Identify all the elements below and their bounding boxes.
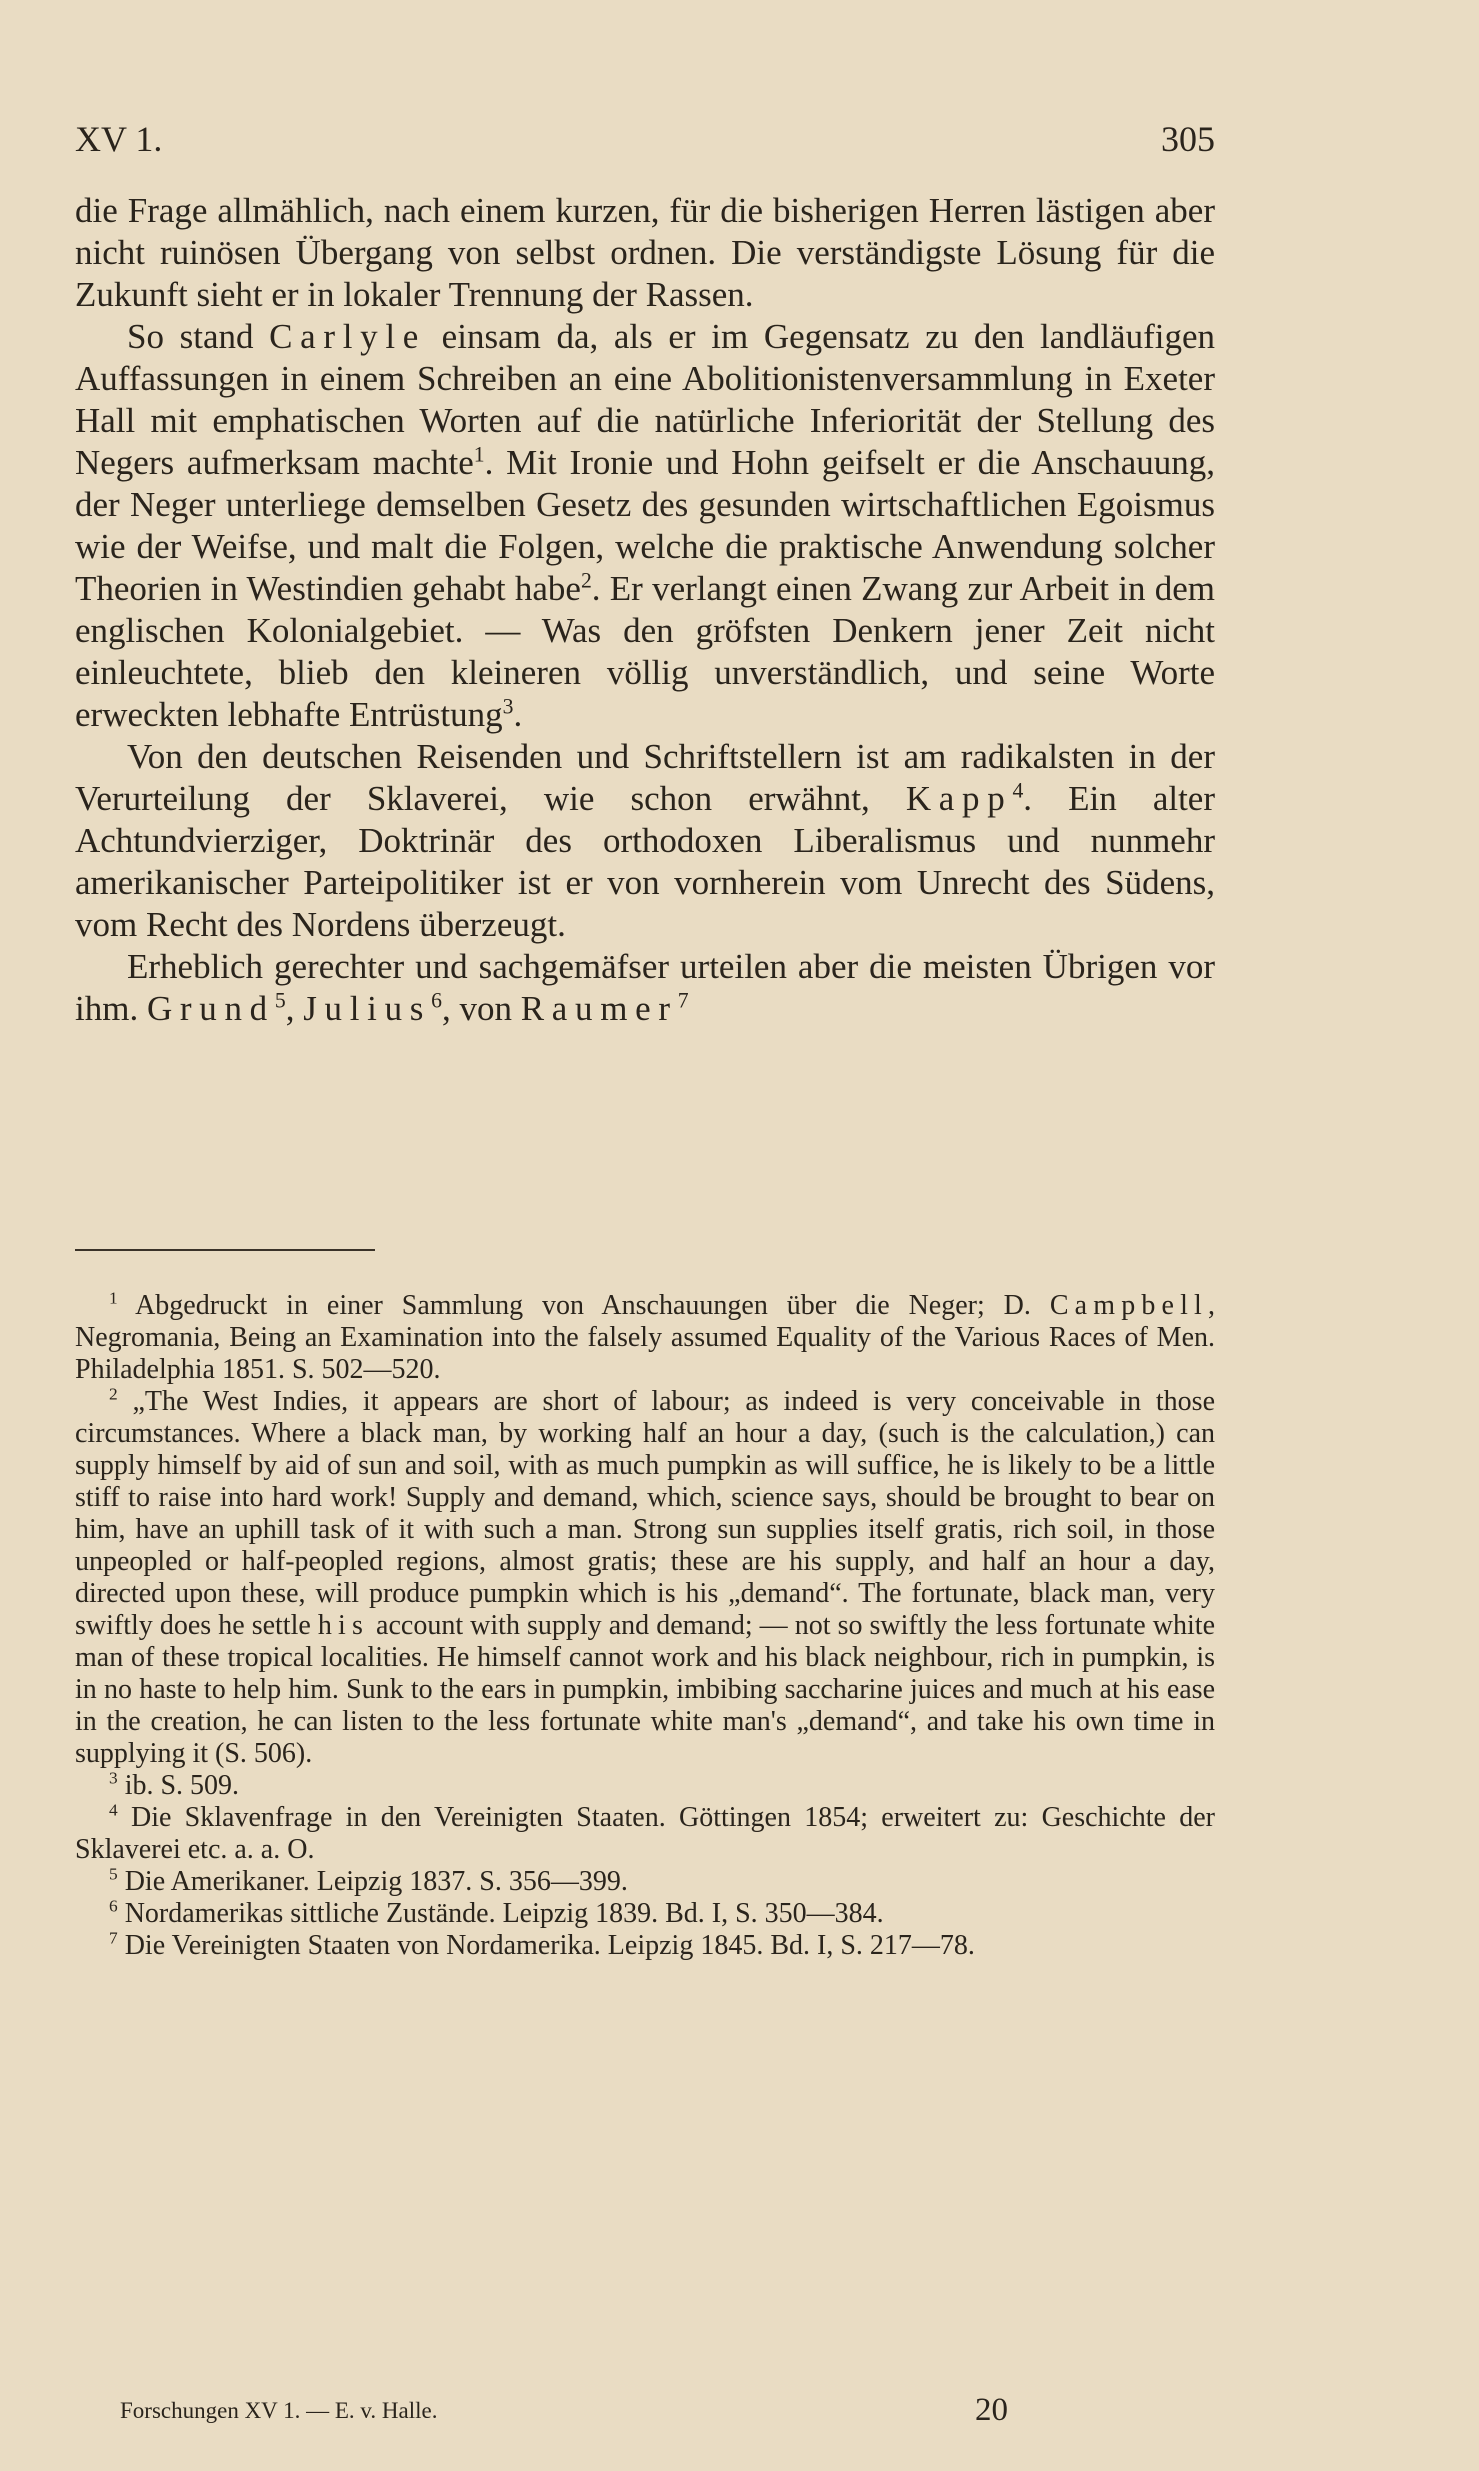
- footnote-mark: 5: [109, 1864, 118, 1884]
- text-run: ,: [285, 989, 304, 1028]
- footnote-ref-3: 3: [502, 694, 514, 719]
- text-run: So stand: [127, 317, 270, 356]
- footnote-ref-7: 7: [677, 988, 689, 1013]
- text-run: . Er verlangt einen Zwang zur Arbeit in dem englischen Kolonialgebiet. — Was den gröfsten Denkern jener Zeit nicht einleuchtete, blieb den kleineren völlig unverständlich, und seine Worte erweckten lebhafte Entrüstung: [75, 569, 1215, 734]
- spaced-name-kapp: Kapp: [905, 779, 1013, 818]
- paragraph-4: [75, 946, 1215, 1030]
- running-header: [75, 118, 1215, 164]
- footnote-divider: [75, 1249, 375, 1251]
- footnote-1: [75, 1290, 1215, 1386]
- spaced-name-carlyle: Carlyle: [269, 317, 427, 356]
- text-run: Nordamerikas sittliche Zustände. Leipzig 1839. Bd. I, S. 350—384.: [117, 1898, 884, 1929]
- footnote-mark: 6: [109, 1896, 118, 1916]
- spaced-word-his: his: [317, 1610, 369, 1641]
- footnote-ref-4: 4: [1012, 778, 1024, 803]
- text-run: Erheblich gerechter und sachgemäfser urteilen aber die meisten Übrigen vor ihm.: [75, 947, 1215, 1028]
- footnote-5: [75, 1866, 1215, 1898]
- text-run: account with supply and demand; — not so swiftly the less fortunate white man of these tropical localities. He himself cannot work and his black neighbour, rich in pumpkin, is in no haste to help him. Sunk to the ears in pumpkin, imbibing saccharine juices and much at his ease in the creation, he can listen to the less fortunate white man's „demand“, and take his own time in supplying it (S. 506).: [75, 1610, 1215, 1769]
- text-run: , von: [441, 989, 521, 1028]
- spaced-name-grund: Grund: [146, 989, 275, 1028]
- printer-signature: Forschungen XV 1. — E. v. Halle.: [120, 2398, 438, 2423]
- footnote-mark: 4: [109, 1800, 118, 1820]
- footnote-ref-2: 2: [580, 568, 592, 593]
- paragraph-2: [75, 316, 1215, 736]
- sheet-number: 20: [975, 2392, 1008, 2428]
- footnote-2: [75, 1386, 1215, 1770]
- text-run: Von den deutschen Reisenden und Schriftstellern ist am radikalsten in der Verurteilung der Sklaverei, wie schon erwähnt,: [75, 737, 1215, 818]
- paragraph-1: die Frage allmählich, nach einem kurzen, für die bisherigen Herren lästigen aber nicht ruinösen Übergang von selbst ordnen. Die verständigste Lösung für die Zukunft sieht er in lokaler Trennung der Rassen.: [75, 191, 1215, 314]
- spaced-name-raumer: Raumer: [520, 989, 678, 1028]
- text-run: . Ein alter Achtundvierziger, Doktrinär des orthodoxen Liberalismus und nunmehr amerikanischer Parteipolitiker ist er von vornherein vom Unrecht des Südens, vom Recht des Nordens überzeugt.: [75, 779, 1215, 944]
- footnote-mark: 1: [109, 1288, 118, 1308]
- footnote-ref-6: 6: [431, 988, 442, 1013]
- footnote-4: [75, 1802, 1215, 1866]
- text-run: Die Amerikaner. Leipzig 1837. S. 356—399.: [117, 1866, 628, 1897]
- paragraph-3: [75, 736, 1215, 946]
- text-run: , Negromania, Being an Examination into the falsely assumed Equality of the Various Races of Men. Philadelphia 1851. S. 502—520.: [75, 1290, 1215, 1385]
- text-run: Abgedruckt in einer Sammlung von Anschauungen über die Neger; D.: [117, 1290, 1050, 1321]
- footnote-ref-5: 5: [274, 988, 286, 1013]
- footnote-ref-1: 1: [473, 442, 485, 467]
- page-number: 305: [1161, 119, 1215, 159]
- text-run: Die Sklavenfrage in den Vereinigten Staaten. Göttingen 1854; erweitert zu: Geschichte der Sklaverei etc. a. a. O.: [75, 1802, 1215, 1865]
- footnote-3: [75, 1770, 1215, 1802]
- spaced-name-julius: Julius: [303, 989, 432, 1028]
- text-run: . Mit Ironie und Hohn geifselt er die Anschauung, der Neger unterliege demselben Gesetz des gesunden wirtschaftlichen Egoismus wie der Weifse, und malt die Folgen, welche die praktische Anwendung solcher Theorien in Westindien gehabt habe: [75, 443, 1215, 608]
- footnote-6: [75, 1898, 1215, 1930]
- text-run: Die Vereinigten Staaten von Nordamerika. Leipzig 1845. Bd. I, S. 217—78.: [117, 1930, 975, 1961]
- text-run: ib. S. 509.: [117, 1770, 240, 1801]
- text-run: „The West Indies, it appears are short of labour; as indeed is very conceivable in those circumstances. Where a black man, by working half an hour a day, (such is the calculation,) can supply himself by aid of sun and soil, with as much pumpkin as will suffice, he is likely to be a little stiff to raise into hard work! Supply and demand, which, science says, should be brought to bear on him, have an uphill task of it with such a man. Strong sun supplies itself gratis, rich soil, in those unpeopled or half-peopled regions, almost gratis; these are his supply, and half an hour a day, directed upon these, will produce pumpkin which is his „demand“. The fortunate, black man, very swiftly does he settle: [75, 1386, 1215, 1641]
- page-footer: [120, 2392, 1070, 2432]
- text-run: .: [513, 695, 523, 734]
- footnotes: [75, 1290, 1215, 1962]
- footnote-mark: 2: [109, 1384, 118, 1404]
- footnote-mark: 3: [109, 1768, 118, 1788]
- footnote-mark: 7: [109, 1928, 118, 1948]
- text-run: einsam da, als er im Gegensatz zu den landläufigen Auffassungen in einem Schreiben an eine Abolitionistenversammlung in Exeter Hall mit emphatischen Worten auf die natürliche Inferiorität der Stellung des Negers aufmerksam machte: [75, 317, 1215, 482]
- spaced-name-campbell: Campbell: [1049, 1290, 1208, 1321]
- main-text: [75, 190, 1215, 1030]
- footnote-7: [75, 1930, 1215, 1962]
- volume-label: XV 1.: [75, 119, 163, 159]
